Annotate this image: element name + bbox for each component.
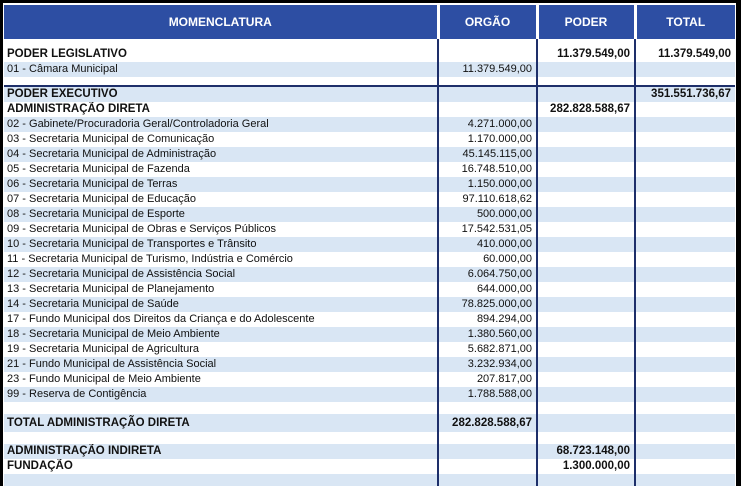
poder-value: 68.723.148,00	[537, 444, 635, 459]
table-row	[4, 387, 735, 402]
item-label: 05 - Secretaria Municipal de Fazenda	[4, 162, 438, 177]
table-row	[4, 459, 735, 474]
item-label: 07 - Secretaria Municipal de Educação	[4, 192, 438, 207]
table-row	[4, 327, 735, 342]
item-label: 99 - Reserva de Contigência	[4, 387, 438, 402]
orgao-value: 97.110.618,62	[438, 192, 537, 207]
table-row	[4, 444, 735, 459]
header-poder: PODER	[537, 5, 635, 39]
table-row	[4, 252, 735, 267]
subsection-title: FUNDAÇÃO	[4, 459, 438, 474]
table-header-row	[4, 5, 735, 39]
item-label: 06 - Secretaria Municipal de Terras	[4, 177, 438, 192]
orgao-value: 1.150.000,00	[438, 177, 537, 192]
orgao-value: 207.817,00	[438, 372, 537, 387]
total-value: 11.379.549,00	[635, 47, 735, 62]
table-row	[4, 267, 735, 282]
item-label: 18 - Secretaria Municipal de Meio Ambiente	[4, 327, 438, 342]
table-row	[4, 132, 735, 147]
item-label: 21 - Fundo Municipal de Assistência Social	[4, 357, 438, 372]
orgao-value: 4.271.000,00	[438, 117, 537, 132]
item-label: 01 - Câmara Municipal	[4, 62, 438, 77]
table-row	[4, 342, 735, 357]
total-value: 351.551.736,67	[635, 86, 735, 102]
item-label: 19 - Secretaria Municipal de Agricultura	[4, 342, 438, 357]
orgao-value: 5.682.871,00	[438, 342, 537, 357]
item-label: 14 - Secretaria Municipal de Saúde	[4, 297, 438, 312]
item-label: 23 - Fundo Municipal de Meio Ambiente	[4, 372, 438, 387]
budget-table-frame	[3, 3, 736, 486]
orgao-value: 17.542.531,05	[438, 222, 537, 237]
table-row	[4, 222, 735, 237]
subsection-title: ADMINISTRAÇÃO INDIRETA	[4, 444, 438, 459]
item-label: 09 - Secretaria Municipal de Obras e Serviços Públicos	[4, 222, 438, 237]
item-label: 13 - Secretaria Municipal de Planejamento	[4, 282, 438, 297]
table-row	[4, 237, 735, 252]
item-label: 04 - Secretaria Municipal de Administração	[4, 147, 438, 162]
orgao-value: 6.064.750,00	[438, 267, 537, 282]
item-label: 03 - Secretaria Municipal de Comunicação	[4, 132, 438, 147]
table-row	[4, 297, 735, 312]
table-row	[4, 47, 735, 62]
table-row	[4, 86, 735, 102]
orgao-value: 45.145.115,00	[438, 147, 537, 162]
item-label: 11 - Secretaria Municipal de Turismo, Indústria e Comércio	[4, 252, 438, 267]
table-row	[4, 62, 735, 77]
item-label: 10 - Secretaria Municipal de Transportes e Trânsito	[4, 237, 438, 252]
orgao-value: 410.000,00	[438, 237, 537, 252]
item-label: 02 - Gabinete/Procuradoria Geral/Controladoria Geral	[4, 117, 438, 132]
orgao-value: 3.232.934,00	[438, 357, 537, 372]
orgao-value: 644.000,00	[438, 282, 537, 297]
header-total: TOTAL	[635, 5, 735, 39]
total-label: TOTAL ADMINISTRAÇÃO DIRETA	[4, 414, 438, 432]
table-row	[4, 162, 735, 177]
orgao-value: 78.825.000,00	[438, 297, 537, 312]
poder-value: 1.300.000,00	[537, 459, 635, 474]
orgao-value: 1.380.560,00	[438, 327, 537, 342]
orgao-value: 282.828.588,67	[438, 414, 537, 432]
poder-value: 282.828.588,67	[537, 102, 635, 117]
table-row	[4, 177, 735, 192]
orgao-value: 11.379.549,00	[438, 62, 537, 77]
orgao-value: 1.170.000,00	[438, 132, 537, 147]
table-row	[4, 207, 735, 222]
subsection-title: ADMINISTRAÇÃO DIRETA	[4, 102, 438, 117]
table-row	[4, 102, 735, 117]
header-orgao: ORGÃO	[438, 5, 537, 39]
section-title: PODER EXECUTIVO	[4, 86, 438, 102]
table-row	[4, 147, 735, 162]
orgao-value: 16.748.510,00	[438, 162, 537, 177]
header-nomenclatura: MOMENCLATURA	[4, 5, 438, 39]
item-label: 08 - Secretaria Municipal de Esporte	[4, 207, 438, 222]
orgao-value: 894.294,00	[438, 312, 537, 327]
table-row	[4, 372, 735, 387]
orgao-value: 60.000,00	[438, 252, 537, 267]
table-row	[4, 357, 735, 372]
item-label: 17 - Fundo Municipal dos Direitos da Criança e do Adolescente	[4, 312, 438, 327]
table-row	[4, 117, 735, 132]
table-row	[4, 312, 735, 327]
table-row	[4, 192, 735, 207]
budget-table	[4, 5, 735, 486]
table-row	[4, 414, 735, 432]
section-title: PODER LEGISLATIVO	[4, 47, 438, 62]
item-label: 12 - Secretaria Municipal de Assistência Social	[4, 267, 438, 282]
orgao-value: 500.000,00	[438, 207, 537, 222]
orgao-value: 1.788.588,00	[438, 387, 537, 402]
table-row	[4, 282, 735, 297]
poder-value: 11.379.549,00	[537, 47, 635, 62]
